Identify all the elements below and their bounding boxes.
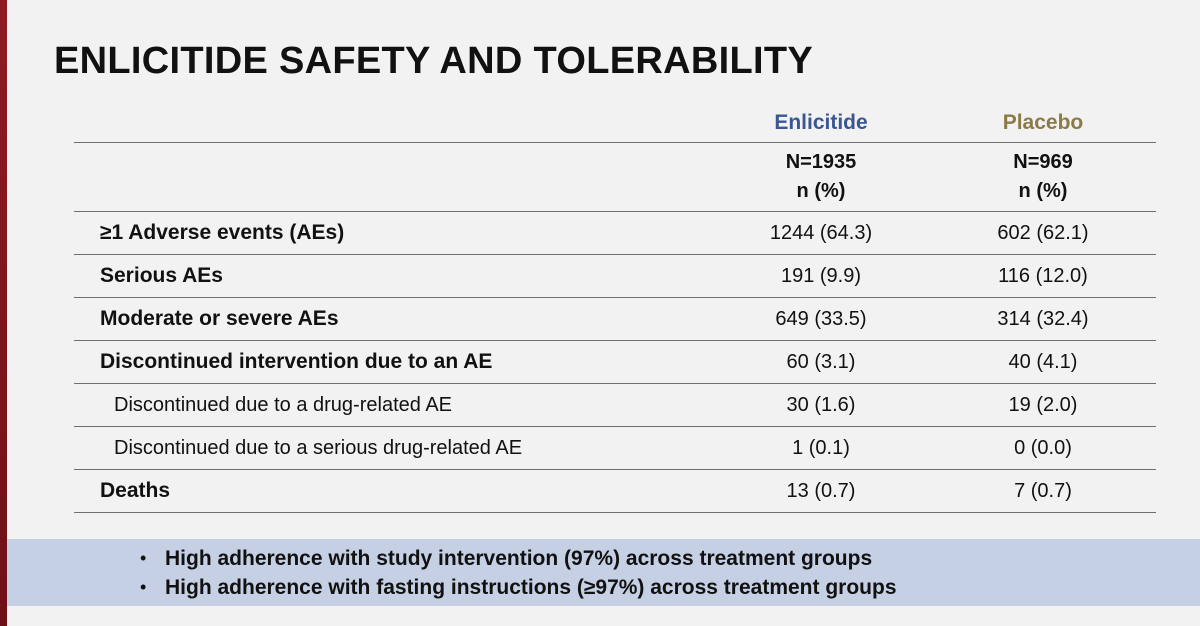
bullet-item bbox=[140, 573, 897, 602]
placebo-value: 40 (4.1) bbox=[1008, 350, 1078, 373]
placebo-value: 314 (32.4) bbox=[997, 307, 1089, 330]
bullet-item bbox=[140, 544, 897, 573]
column-header-enlicitide: Enlicitide bbox=[774, 111, 868, 134]
placebo-value: 7 (0.7) bbox=[1014, 479, 1072, 502]
bullet-marker: • bbox=[140, 548, 147, 568]
row-label: Moderate or severe AEs bbox=[100, 307, 339, 330]
slide-title: ENLICITIDE SAFETY AND TOLERABILITY bbox=[54, 40, 813, 82]
enlicitide-value: 30 (1.6) bbox=[786, 393, 856, 416]
bullet-marker: • bbox=[140, 577, 147, 597]
placebo-value: 0 (0.0) bbox=[1014, 436, 1072, 459]
placebo-n-cell bbox=[943, 143, 1143, 211]
row-label: Discontinued intervention due to an AE bbox=[100, 350, 493, 373]
table-row-any-ae bbox=[74, 212, 1156, 255]
placebo-unit: n (%) bbox=[1018, 180, 1068, 202]
table-row-deaths bbox=[74, 470, 1156, 513]
placebo-value: 602 (62.1) bbox=[997, 221, 1089, 244]
table-row-moderate-severe-ae bbox=[74, 298, 1156, 341]
row-label: Discontinued due to a serious drug-related AE bbox=[114, 436, 523, 459]
bullet-text: High adherence with study intervention (97%) across treatment groups bbox=[165, 546, 873, 570]
table-row-discontinued-ae bbox=[74, 341, 1156, 384]
enlicitide-value: 1244 (64.3) bbox=[769, 221, 873, 244]
row-label: ≥1 Adverse events (AEs) bbox=[100, 221, 345, 244]
table-row-discontinued-drug-related bbox=[74, 384, 1156, 427]
row-label: Deaths bbox=[100, 479, 171, 502]
column-header-placebo: Placebo bbox=[1002, 111, 1084, 134]
table-header-row bbox=[74, 104, 1156, 143]
enlicitide-unit: n (%) bbox=[796, 180, 846, 202]
enlicitide-n-cell bbox=[721, 143, 921, 211]
enlicitide-n: N=1935 bbox=[785, 151, 857, 173]
placebo-n: N=969 bbox=[1013, 151, 1073, 173]
left-accent-bar bbox=[0, 0, 7, 626]
bullet-text: High adherence with fasting instructions (≥97%) across treatment groups bbox=[165, 575, 897, 599]
row-label: Discontinued due to a drug-related AE bbox=[114, 393, 452, 416]
placebo-value: 19 (2.0) bbox=[1008, 393, 1078, 416]
table-row-discontinued-serious-drug-related bbox=[74, 427, 1156, 470]
enlicitide-value: 649 (33.5) bbox=[775, 307, 867, 330]
safety-table bbox=[74, 104, 1156, 513]
table-row-serious-ae bbox=[74, 255, 1156, 298]
summary-bullets bbox=[140, 544, 897, 602]
enlicitide-value: 60 (3.1) bbox=[786, 350, 856, 373]
sample-size-row bbox=[74, 143, 1156, 212]
enlicitide-value: 13 (0.7) bbox=[786, 479, 856, 502]
enlicitide-value: 1 (0.1) bbox=[792, 436, 850, 459]
placebo-value: 116 (12.0) bbox=[998, 264, 1088, 287]
enlicitide-value: 191 (9.9) bbox=[780, 264, 862, 287]
row-label: Serious AEs bbox=[100, 264, 223, 287]
